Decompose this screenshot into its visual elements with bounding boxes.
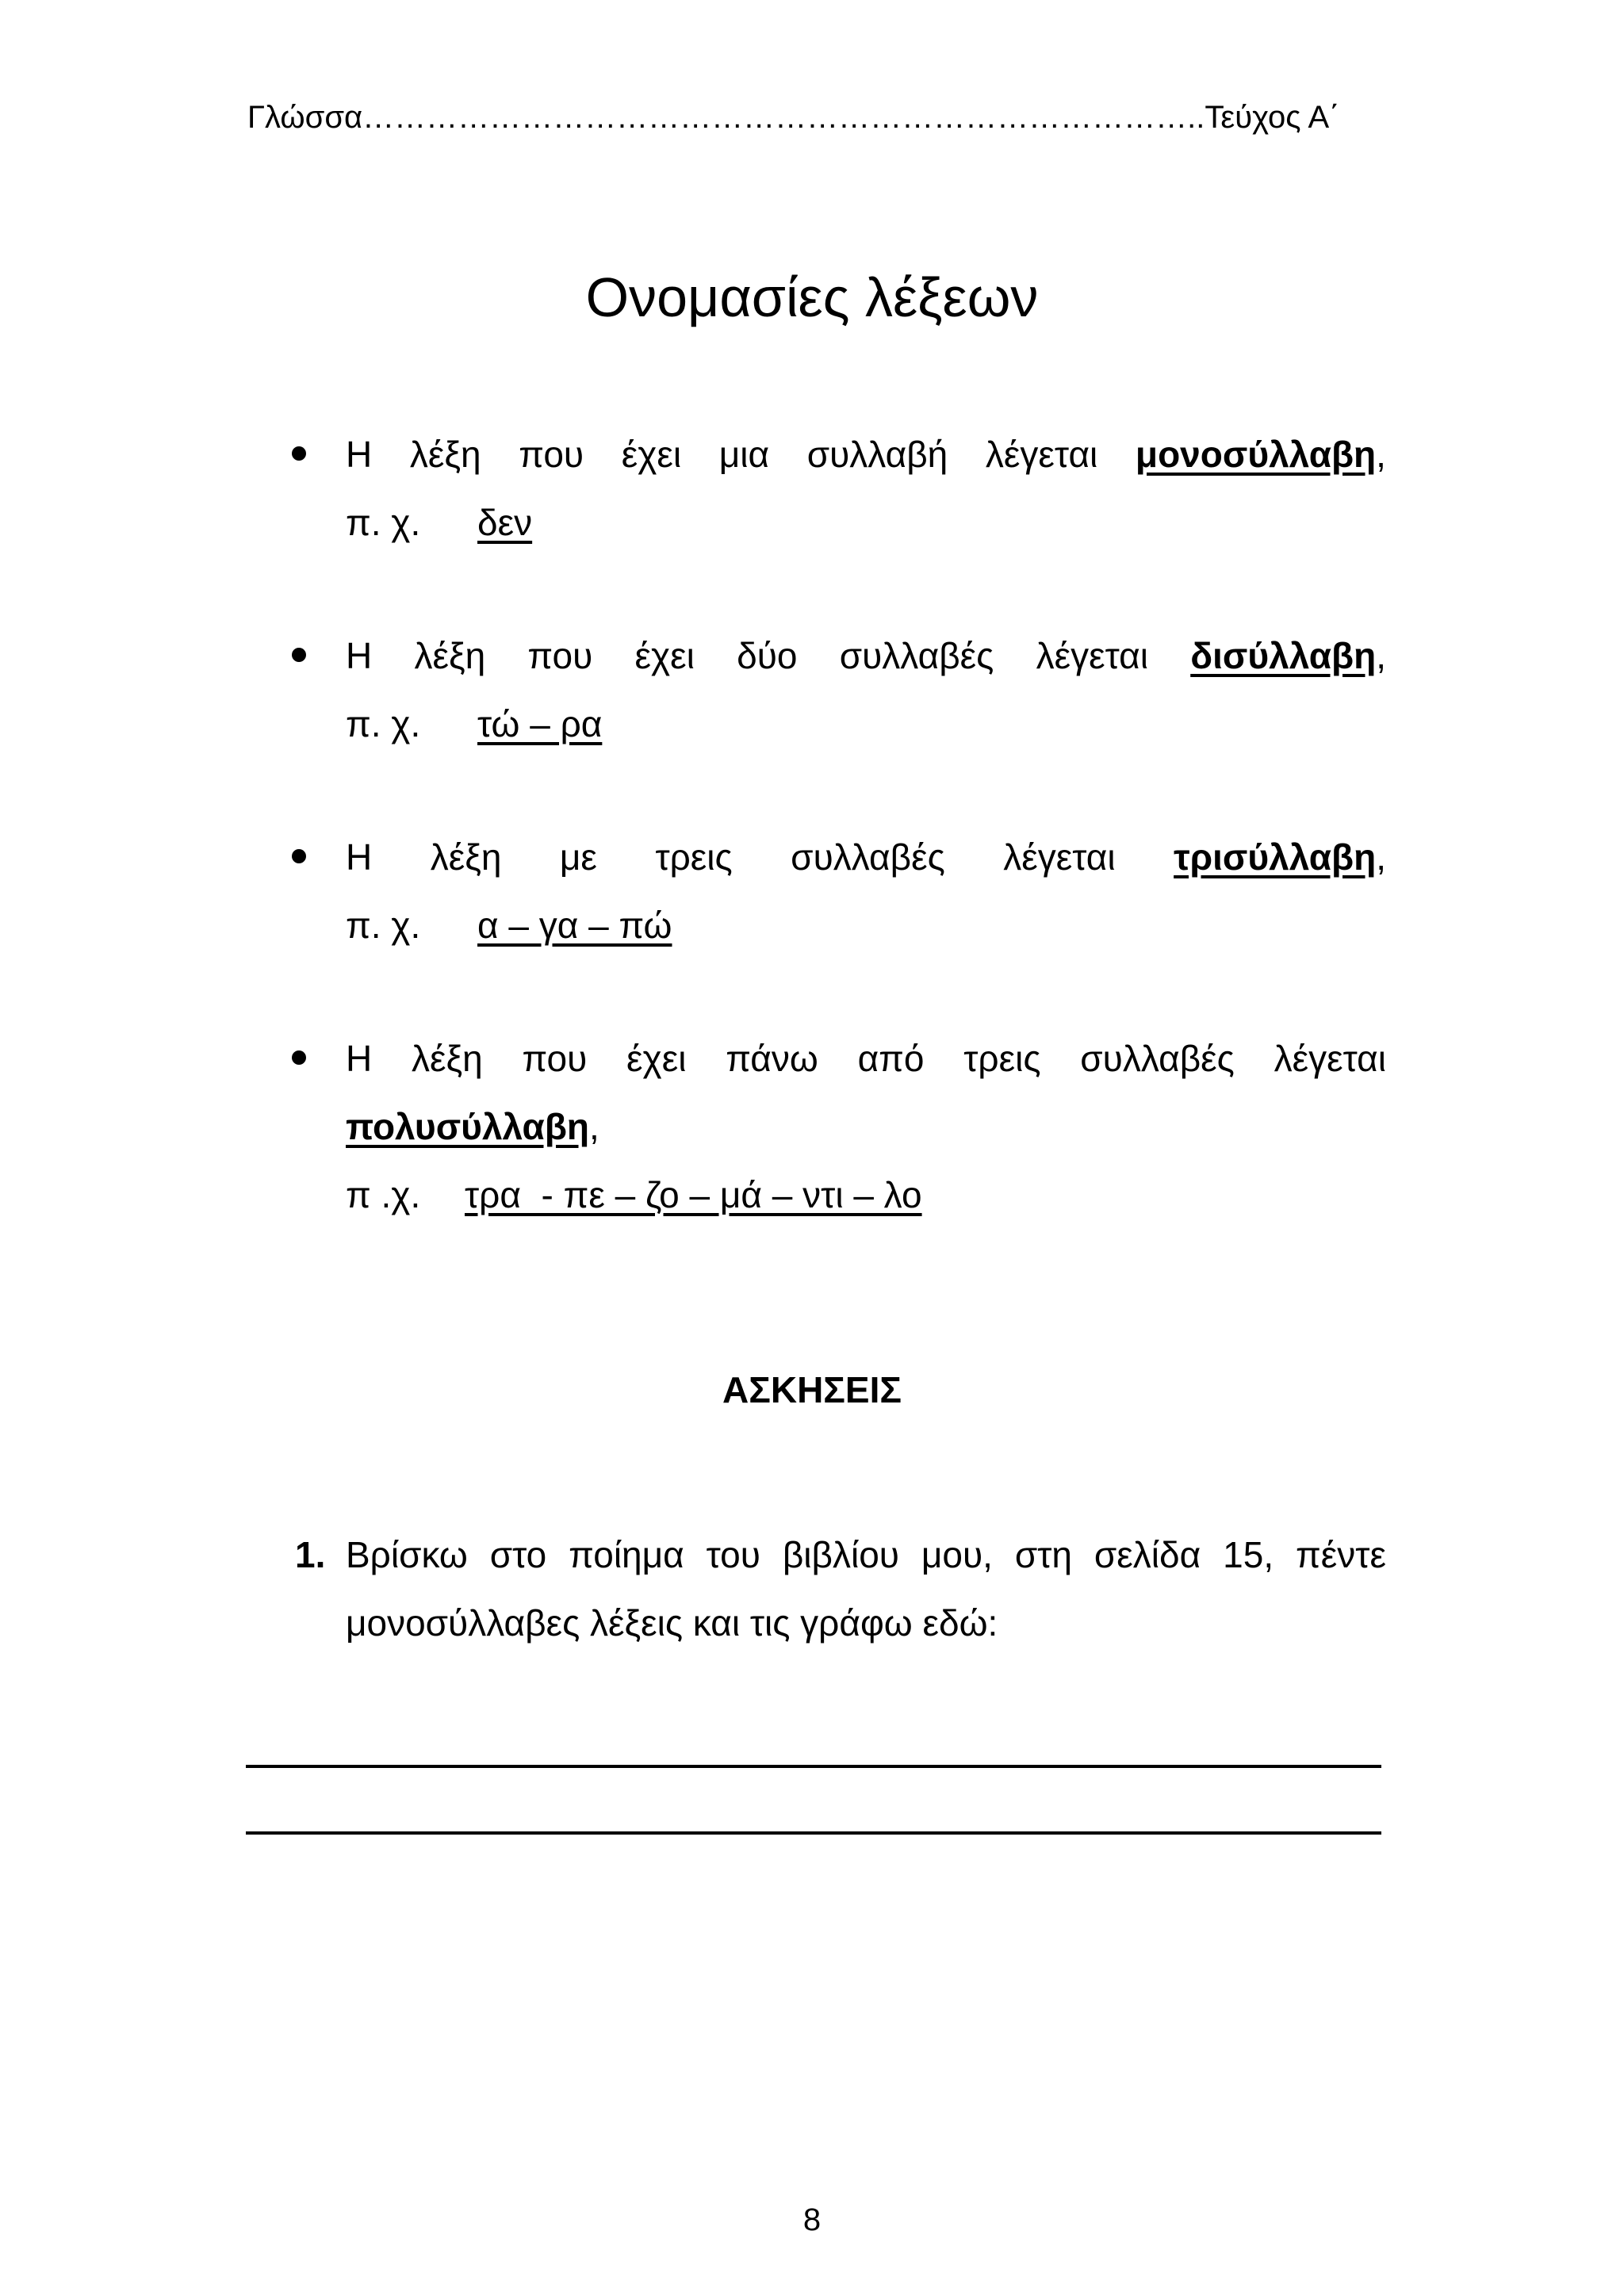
word: στη (1014, 1534, 1072, 1575)
word: Βρίσκω (346, 1534, 468, 1575)
section-title: ΑΣΚΗΣΕΙΣ (722, 1369, 902, 1410)
word: λέξη (430, 836, 502, 878)
word: τρεις (963, 1038, 1041, 1079)
word: πάνω (726, 1038, 818, 1079)
word: που (519, 434, 584, 475)
rule-polysyllabic (346, 1024, 1386, 1229)
comma: , (589, 1106, 599, 1147)
word: συλλαβή (806, 434, 948, 475)
term-line (346, 1093, 1386, 1161)
word: ποίημα (569, 1534, 684, 1575)
word: συλλαβές (839, 635, 994, 676)
rule-sentence (346, 823, 1386, 891)
example-label: π. χ. (346, 502, 421, 543)
word: μια (718, 434, 770, 475)
example-label: π .χ. (346, 1174, 421, 1215)
example-row (346, 1161, 1386, 1229)
word: λέγεται (1003, 836, 1116, 878)
term: πολυσύλλαβη (346, 1106, 589, 1147)
word: έχει (626, 1038, 687, 1079)
word: Η (346, 836, 373, 878)
word: λέγεται (1036, 635, 1148, 676)
rule-trisyllabic (346, 823, 1386, 959)
word: που (527, 635, 593, 676)
example-word: α – γα – πώ (477, 905, 672, 946)
word: σελίδα (1094, 1534, 1201, 1575)
rule-monosyllabic (346, 420, 1386, 557)
example-word: δεν (477, 502, 533, 543)
word: Η (346, 1038, 373, 1079)
example-row (346, 690, 1386, 758)
example-label: π. χ. (346, 703, 421, 744)
exercise-line-2: μονοσύλλαβες λέξεις και τις γράφω εδώ: (346, 1602, 998, 1644)
exercise-line-1 (346, 1521, 1386, 1589)
word: λέξη (409, 434, 481, 475)
exercise-number: 1. (295, 1534, 326, 1575)
rule-sentence (346, 420, 1386, 488)
page-title: Ονομασίες λέξεων (585, 266, 1039, 328)
word: έχει (634, 635, 695, 676)
term: τρισύλλαβη (1174, 836, 1377, 878)
word: Η (346, 434, 373, 475)
example-word: τρα - πε – ζο – μά – ντι – λο (465, 1174, 922, 1215)
example-word: τώ – ρα (477, 703, 603, 744)
word: τρεις (655, 836, 733, 878)
word: που (522, 1038, 588, 1079)
word: συλλαβές (791, 836, 945, 878)
word: Η (346, 635, 373, 676)
exercise-1 (295, 1521, 1386, 1657)
term: δισύλλαβη (1190, 635, 1377, 676)
term: μονοσύλλαβη (1135, 434, 1377, 475)
word: βιβλίου (782, 1534, 899, 1575)
word: συλλαβές (1080, 1038, 1235, 1079)
answer-line-1[interactable] (246, 1765, 1381, 1768)
word: του (706, 1534, 760, 1575)
answer-line-2[interactable] (246, 1831, 1381, 1835)
word: λέγεται (1274, 1038, 1386, 1079)
word: στο (489, 1534, 547, 1575)
comma: , (1376, 434, 1386, 475)
word: με (559, 836, 597, 878)
word: 15, (1223, 1534, 1274, 1575)
term-group (1174, 823, 1386, 891)
word: λέγεται (985, 434, 1098, 475)
word: λέξη (414, 635, 486, 676)
term-group (1190, 622, 1386, 690)
bullet-icon (292, 648, 306, 662)
example-row (346, 488, 1386, 557)
rule-disyllabic (346, 622, 1386, 758)
header-subject: Γλώσσα (247, 100, 363, 135)
rule-sentence (346, 1024, 1386, 1093)
word: πέντε (1296, 1534, 1386, 1575)
header-issue: Τεύχος Α΄ (1205, 100, 1340, 135)
example-label: π. χ. (346, 905, 421, 946)
word: έχει (621, 434, 682, 475)
term-group (1136, 420, 1386, 488)
page-number: 8 (802, 2202, 822, 2237)
word: δύο (737, 635, 798, 676)
page-header (247, 94, 1389, 141)
bullet-icon (292, 446, 306, 461)
header-dots: …………………………………………………………………….. (362, 100, 1205, 135)
word: λέξη (412, 1038, 483, 1079)
comma: , (1376, 635, 1386, 676)
comma: , (1376, 836, 1386, 878)
word: μου, (921, 1534, 993, 1575)
rule-sentence (346, 622, 1386, 690)
bullet-icon (292, 1050, 306, 1065)
word: από (857, 1038, 925, 1079)
example-row (346, 891, 1386, 959)
bullet-icon (292, 849, 306, 863)
